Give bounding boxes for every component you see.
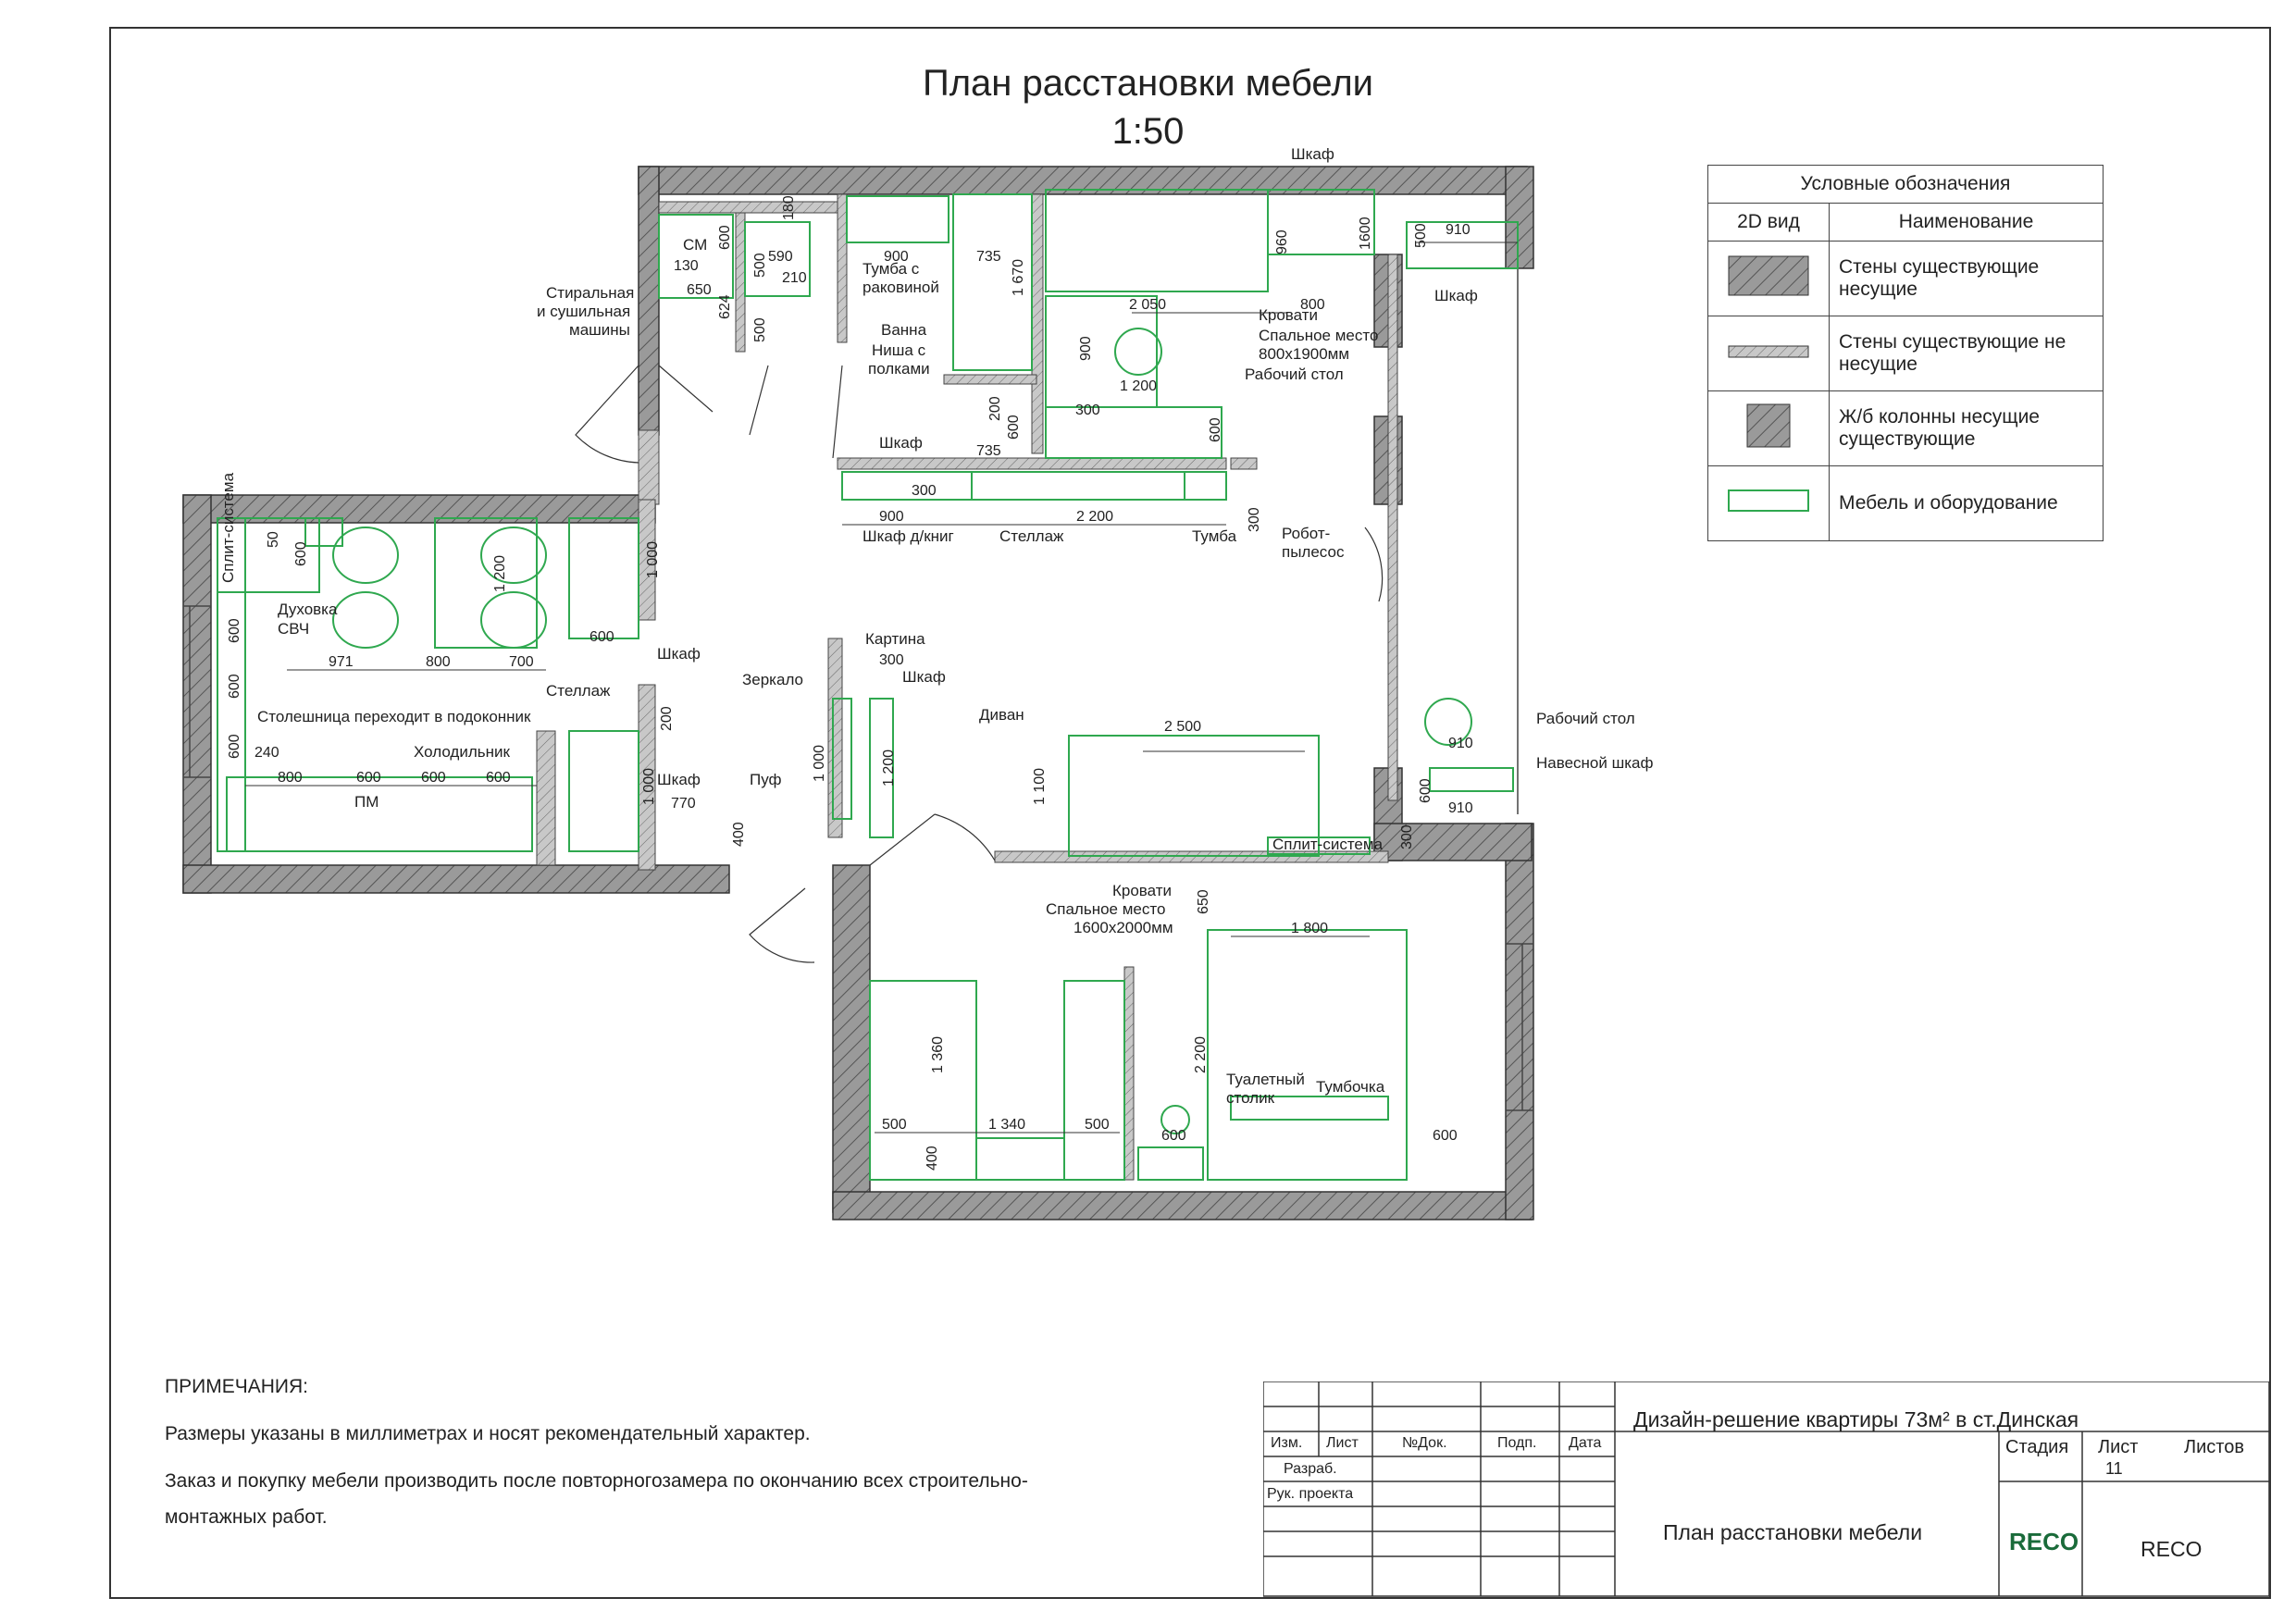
- title-block: [1263, 1381, 2270, 1597]
- legend-symbol-cell: [1708, 242, 1830, 316]
- dim: 200: [659, 706, 675, 731]
- label-fridge: Холодильник: [414, 743, 510, 761]
- label-sink2: раковиной: [863, 279, 939, 296]
- label-nightstand: Тумбочка: [1316, 1078, 1385, 1096]
- dim: 500: [1413, 223, 1429, 248]
- dim: 500: [752, 253, 768, 278]
- furniture-icon: [1727, 489, 1810, 513]
- label-bookcase: Шкаф д/книг: [863, 527, 954, 545]
- dim: 2 200: [1076, 509, 1114, 525]
- notes-line: монтажных работ.: [165, 1506, 328, 1528]
- scale-label: 1:50: [1111, 111, 1185, 152]
- stamp-stage: Стадия: [2005, 1437, 2069, 1457]
- dim: 1 200: [1120, 378, 1158, 394]
- label-beds2: Кровати: [1112, 882, 1173, 899]
- dim: 1 360: [930, 1035, 946, 1073]
- dim: 500: [752, 317, 768, 342]
- notes-line: Размеры указаны в миллиметрах и носят рекомендательный характер.: [165, 1423, 811, 1444]
- label-wardrobe-hall: Шкаф: [657, 771, 701, 788]
- dim: 624: [717, 294, 733, 319]
- dim: 1 670: [1011, 258, 1026, 296]
- label-wardrobe-hall2: Шкаф: [902, 668, 946, 686]
- legend-item: Стены существующие несущие: [1830, 242, 2104, 316]
- stamp-sheets: Листов: [2184, 1437, 2244, 1457]
- stamp-razrab: Разраб.: [1284, 1461, 1337, 1477]
- dim: 200: [987, 396, 1003, 421]
- dim: 1 200: [881, 749, 897, 787]
- dim: 50: [266, 531, 281, 548]
- dim: 800: [278, 770, 303, 786]
- label-tumba: Тумба: [1192, 527, 1237, 545]
- dim: 600: [356, 770, 381, 786]
- label-wardrobe2: Шкаф: [879, 434, 923, 452]
- notes-heading: ПРИМЕЧАНИЯ:: [165, 1376, 308, 1397]
- stamp-sheet-no: 11: [2105, 1459, 2123, 1478]
- dim: 600: [227, 618, 242, 643]
- label-washer3: машины: [569, 321, 630, 339]
- legend-col-view: 2D вид: [1708, 204, 1830, 242]
- dim: 600: [486, 770, 511, 786]
- label-desk1: Рабочий стол: [1245, 365, 1344, 383]
- dim: 130: [674, 258, 699, 274]
- dim: 300: [1075, 403, 1100, 418]
- dim: 910: [1446, 222, 1471, 238]
- label-robot: Робот-: [1282, 525, 1331, 542]
- stamp-company: RECO: [2141, 1537, 2203, 1561]
- dim: 1 340: [988, 1117, 1026, 1133]
- dim: 600: [227, 674, 242, 699]
- dim: 2 500: [1164, 719, 1202, 735]
- label-desk2: Рабочий стол: [1536, 710, 1635, 727]
- dim: 180: [781, 195, 797, 220]
- dim: 400: [731, 822, 747, 847]
- dim: 600: [717, 225, 733, 250]
- dim: 400: [925, 1146, 940, 1171]
- label-beds: Кровати: [1259, 306, 1319, 324]
- stamp-ruk: Рук. проекта: [1267, 1486, 1354, 1502]
- dim: 1 000: [812, 744, 827, 782]
- dim: 910: [1448, 736, 1473, 751]
- label-bed2-size: Спальное место: [1046, 900, 1166, 918]
- stamp-project: Дизайн-решение квартиры 73м² в ст.Динская: [1633, 1407, 2079, 1431]
- dim: 650: [1196, 889, 1211, 914]
- dim: 900: [879, 509, 904, 525]
- reco-logo: RECO: [2009, 1528, 2079, 1555]
- load-bearing-wall-icon: [1727, 254, 1810, 297]
- label-pouf: Пуф: [750, 771, 782, 788]
- dim: 900: [884, 249, 909, 265]
- dim: 2 050: [1129, 297, 1167, 313]
- dim: 900: [1078, 336, 1094, 361]
- dim: 800: [1300, 297, 1325, 313]
- label-counter: Столешница переходит в подоконник: [257, 708, 531, 725]
- dim: 910: [1448, 800, 1473, 816]
- legend-caption: Условные обозначения: [1708, 166, 2104, 204]
- dim: 600: [1161, 1128, 1186, 1144]
- partition-wall-icon: [1727, 344, 1810, 359]
- dim: 735: [976, 443, 1001, 459]
- dim: 600: [227, 734, 242, 759]
- label-dresser: Туалетный: [1226, 1071, 1305, 1088]
- dim: 600: [1418, 778, 1433, 803]
- dim: 600: [1208, 417, 1223, 442]
- label-sm: СМ: [683, 236, 708, 254]
- column-icon: [1745, 403, 1792, 449]
- dim: 800: [426, 654, 451, 670]
- dim: 600: [1433, 1128, 1458, 1144]
- dim: 300: [912, 483, 937, 499]
- label-oven: Духовка: [278, 601, 338, 618]
- dim: 1 800: [1291, 921, 1329, 936]
- load-bearing-walls: [183, 167, 1533, 1220]
- dim: 971: [329, 654, 354, 670]
- label-pm: ПМ: [354, 793, 379, 811]
- dim: 500: [1085, 1117, 1110, 1133]
- label-split: Сплит-система: [1272, 836, 1384, 853]
- label-niche2: полками: [868, 360, 930, 378]
- dim: 2 200: [1193, 1035, 1209, 1073]
- label-bed-size: Спальное место: [1259, 327, 1379, 344]
- dim: 240: [254, 745, 279, 761]
- stamp-sheet-title: План расстановки мебели: [1663, 1520, 1923, 1544]
- dim: 1 000: [645, 540, 661, 578]
- label-wardrobe-kitchen: Шкаф: [657, 645, 701, 663]
- label-hanging: Навесной шкаф: [1536, 754, 1654, 772]
- label-bath: Ванна: [881, 321, 927, 339]
- label-washer: Стиральная: [546, 284, 635, 302]
- legend-table: [1707, 165, 2104, 541]
- dim: 500: [882, 1117, 907, 1133]
- dim: 1 100: [1032, 767, 1048, 805]
- dim: 700: [509, 654, 534, 670]
- label-dresser2: столик: [1226, 1089, 1275, 1107]
- dim: 600: [1006, 415, 1022, 440]
- dim: 1 000: [641, 767, 657, 805]
- label-sofa: Диван: [979, 706, 1024, 724]
- label-robot2: пылесос: [1282, 543, 1345, 561]
- dim: 300: [1247, 507, 1262, 532]
- notes: [165, 1377, 1028, 1555]
- dim: 1600: [1358, 217, 1373, 250]
- stamp-sheet: Лист: [2098, 1437, 2139, 1457]
- label-picture: Картина: [865, 630, 925, 648]
- dim: 600: [421, 770, 446, 786]
- label-niche: Ниша с: [872, 341, 926, 359]
- stamp-podp: Подп.: [1497, 1435, 1537, 1451]
- legend-symbol-cell: [1708, 466, 1830, 541]
- legend-item: Мебель и оборудование: [1830, 466, 2104, 541]
- notes-line: Заказ и покупку мебели производить после повторногозамера по окончанию всех строительно-: [165, 1470, 1028, 1492]
- label-bed2-size2: 1600х2000мм: [1074, 919, 1173, 936]
- label-split2: Сплит-система: [219, 472, 237, 583]
- stamp-list: Лист: [1326, 1435, 1359, 1451]
- dim: 600: [293, 541, 309, 566]
- dim: 770: [671, 796, 696, 812]
- stamp-doc: №Док.: [1402, 1435, 1447, 1451]
- label-wardrobe-right: Шкаф: [1434, 287, 1478, 304]
- legend-item: Ж/б колонны несущие существующие: [1830, 391, 2104, 466]
- label-sink: Тумба с: [863, 260, 920, 278]
- legend-symbol-cell: [1708, 391, 1830, 466]
- legend-item: Стены существующие не несущие: [1830, 316, 2104, 391]
- dim: 1 200: [492, 554, 508, 592]
- legend-symbol-cell: [1708, 316, 1830, 391]
- label-rack2: Стеллаж: [546, 682, 611, 700]
- dim: 600: [590, 629, 614, 645]
- stamp-data: Дата: [1569, 1435, 1602, 1451]
- dim: 300: [879, 652, 904, 668]
- legend-col-name: Наименование: [1830, 204, 2104, 242]
- dim: 735: [976, 249, 1001, 265]
- label-mirror: Зеркало: [742, 671, 804, 688]
- dim: 590: [768, 249, 793, 265]
- stamp-izm: Изм.: [1271, 1435, 1303, 1451]
- page-title: План расстановки мебели: [922, 63, 1374, 104]
- dim: 210: [782, 270, 807, 286]
- dim: 960: [1274, 229, 1290, 254]
- dim: 650: [687, 282, 712, 298]
- label-bed-size2: 800х1900мм: [1259, 345, 1350, 363]
- dim: 300: [1399, 824, 1415, 849]
- label-washer2: и сушильная: [537, 303, 631, 320]
- label-oven2: СВЧ: [278, 620, 310, 638]
- label-rack: Стеллаж: [999, 527, 1064, 545]
- label-wardrobe-top: Шкаф: [1291, 145, 1334, 163]
